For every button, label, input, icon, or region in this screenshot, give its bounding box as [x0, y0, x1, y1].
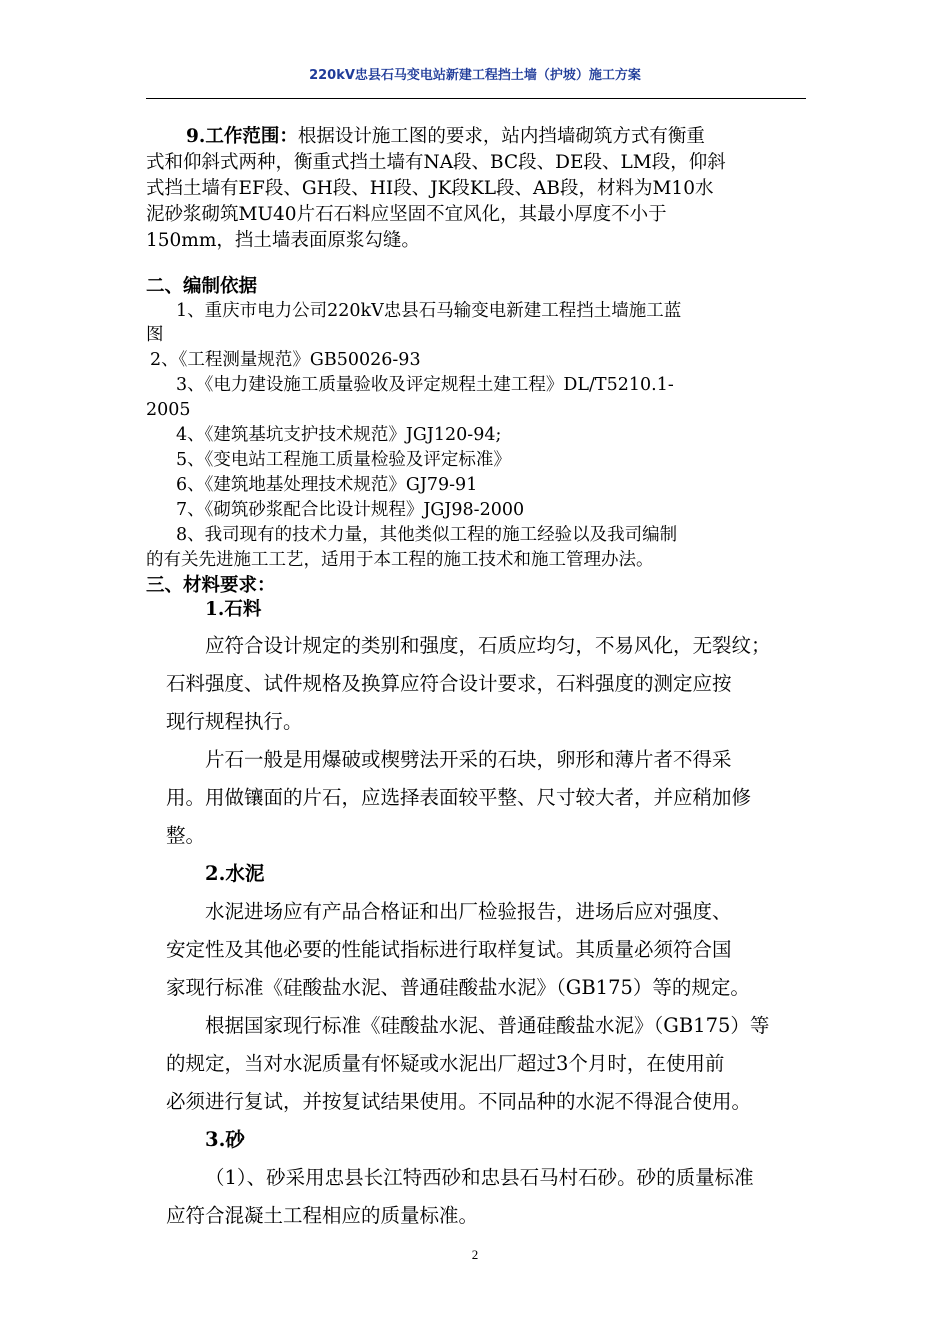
stone-line-3: 现行规程执行。	[166, 710, 303, 733]
stone-line-4: 片石一般是用爆破或楔劈法开采的石块，卵形和薄片者不得采	[205, 748, 732, 771]
stone-line-5: 用。用做镶面的片石，应选择表面较平整、尺寸较大者，并应稍加修	[166, 786, 752, 809]
cement-title: 2.水泥	[205, 862, 265, 885]
section9-line-5: 150mm，挡土墙表面原浆勾缝。	[146, 230, 420, 251]
section9-heading: 9.工作范围：	[186, 126, 298, 147]
basis-item-3: 3、《电力建设施工质量验收及评定规程土建工程》DL/T5210.1-	[176, 375, 674, 395]
stone-title: 1.石料	[205, 599, 262, 620]
basis-item-1-cont: 图	[146, 325, 164, 345]
basis-item-7: 7、《砌筑砂浆配合比设计规程》JGJ98-2000	[176, 500, 525, 520]
section9-line-4: 泥砂浆砌筑MU40片石石料应坚固不宜风化，其最小厚度不小于	[146, 204, 667, 225]
basis-item-8-cont: 的有关先进施工工艺，适用于本工程的施工技术和施工管理办法。	[146, 550, 654, 570]
document-header: 220kV忠县石马变电站新建工程挡土墙（护坡）施工方案	[309, 68, 641, 83]
sand-line-2: 应符合混凝土工程相应的质量标准。	[166, 1204, 479, 1227]
sand-title: 3.砂	[205, 1128, 245, 1151]
section9-text-1: 根据设计施工图的要求，站内挡墙砌筑方式有衡重	[297, 126, 705, 147]
cement-line-6: 必须进行复试，并按复试结果使用。不同品种的水泥不得混合使用。	[166, 1090, 752, 1113]
stone-line-6: 整。	[166, 824, 206, 847]
sand-line-1: （1）、砂采用忠县长江特西砂和忠县石马村石砂。砂的质量标准	[205, 1166, 754, 1189]
basis-heading: 二、编制依据	[146, 276, 258, 297]
cement-line-5: 的规定，当对水泥质量有怀疑或水泥出厂超过3个月时，在使用前	[166, 1052, 725, 1075]
basis-item-2: 2、《工程测量规范》GB50026-93	[150, 350, 421, 370]
stone-line-2: 石料强度、试件规格及换算应符合设计要求，石料强度的测定应按	[166, 672, 732, 695]
cement-line-2: 安定性及其他必要的性能试指标进行取样复试。其质量必须符合国	[166, 938, 732, 961]
basis-item-6: 6、《建筑地基处理技术规范》GJ79-91	[176, 475, 478, 495]
basis-item-5: 5、《变电站工程施工质量检验及评定标准》	[176, 450, 511, 470]
basis-item-1: 1、重庆市电力公司220kV忠县石马输变电新建工程挡土墙施工蓝	[176, 301, 682, 321]
cement-line-4: 根据国家现行标准《硅酸盐水泥、普通硅酸盐水泥》（GB175）等	[205, 1014, 770, 1037]
header-divider	[146, 98, 806, 99]
page-number: 2	[471, 1247, 479, 1262]
section9-line-3: 式挡土墙有EF段、GH段、HI段、JK段KL段、AB段，材料为M10水	[146, 178, 714, 199]
basis-item-8: 8、我司现有的技术力量，其他类似工程的施工经验以及我司编制	[176, 525, 678, 545]
materials-heading: 三、材料要求：	[146, 575, 276, 596]
stone-line-1: 应符合设计规定的类别和强度，石质应均匀，不易风化，无裂纹；	[205, 634, 771, 657]
basis-item-3-cont: 2005	[146, 400, 191, 420]
cement-line-3: 家现行标准《硅酸盐水泥、普通硅酸盐水泥》（GB175）等的规定。	[166, 976, 750, 999]
section9-line-2: 式和仰斜式两种，衡重式挡土墙有NA段、BC段、DE段、LM段，仰斜	[146, 152, 726, 173]
cement-line-1: 水泥进场应有产品合格证和出厂检验报告，进场后应对强度、	[205, 900, 732, 923]
basis-item-4: 4、《建筑基坑支护技术规范》JGJ120-94;	[176, 425, 502, 445]
section9-line-1	[186, 124, 705, 150]
